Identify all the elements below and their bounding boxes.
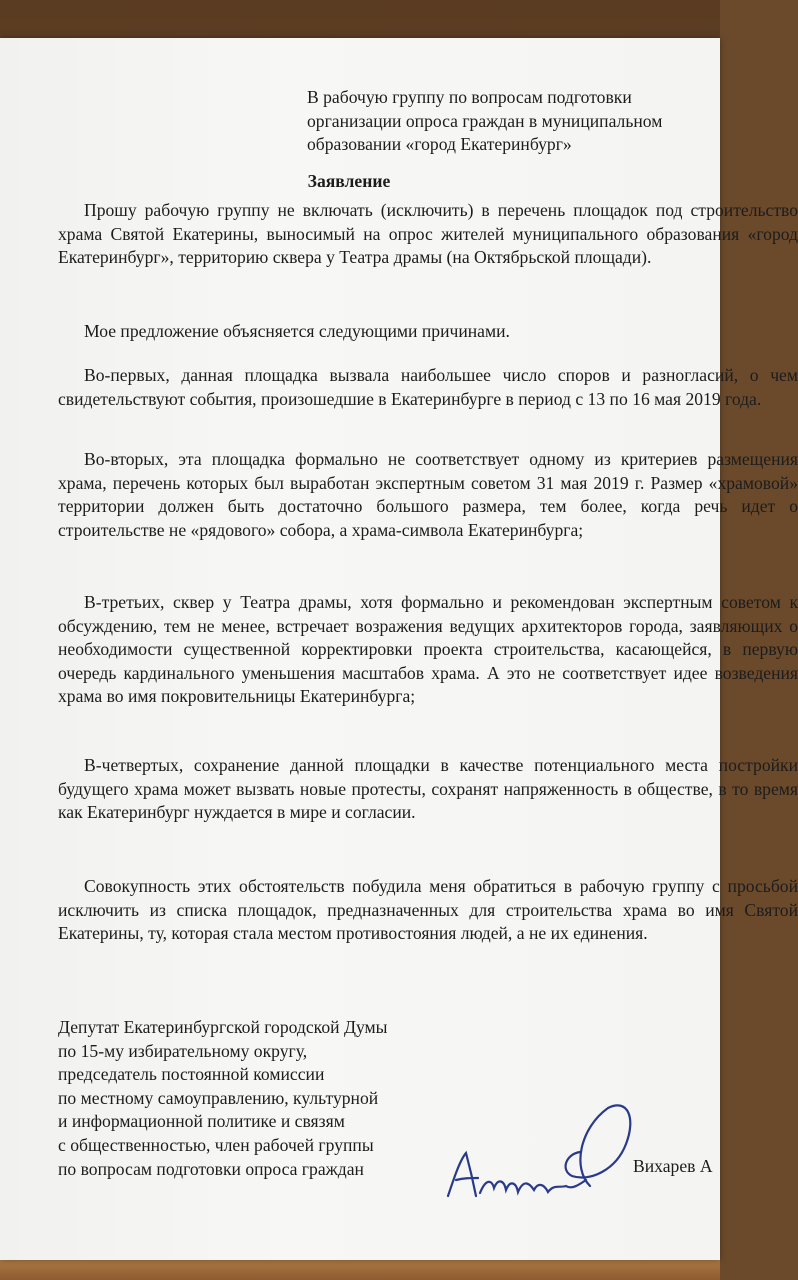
paragraph-first-reason: Во-первых, данная площадка вызвала наибольшее число споров и разногласий, о чем свидетельствуют события, произошедшие в Екатеринбурге в период с 13 по 16 мая 2019 года. xyxy=(58,365,798,409)
document-title: Заявление xyxy=(307,171,391,191)
addressee-block: В рабочую группу по вопросам подготовки организации опроса граждан в муниципальном образовании «город Екатеринбург» xyxy=(307,87,663,154)
signatory-title-block: Депутат Екатеринбургской городской Думы по 15-му избирательному округу, председатель постоянной комиссии по местному самоуправлению, культурной и информационной политике и связям с общественностью, член рабочей группы по вопросам подготовки опроса граждан xyxy=(58,1017,388,1179)
signatory-name: Вихарев А xyxy=(633,1156,713,1176)
paragraph-second-reason: Во-вторых, эта площадка формально не соответствует одному из критериев размещения храма, перечень которых был выработан экспертным советом 31 мая 2019 г. Размер «храмовой» территории должен быть достаточно большого размера, тем более, когда речь идет о строительстве не «рядового» собора, а храма-символа Екатеринбурга; xyxy=(58,449,798,540)
paragraph-fourth-reason: В-четвертых, сохранение данной площадки в качестве потенциального места постройки будущего храма может вызвать новые протесты, сохранят напряженность в обществе, в то время как Екатеринбург нуждается в мире и согласии. xyxy=(58,755,798,822)
paragraph-request: Прошу рабочую группу не включать (исключить) в перечень площадок под строительство храма Святой Екатерины, выносимый на опрос жителей муниципального образования «город Екатеринбург», территорию сквера у Театра драмы (на Октябрьской площади). xyxy=(58,200,798,267)
handwritten-signature xyxy=(440,1098,640,1208)
document-page xyxy=(0,38,798,1260)
paragraph-third-reason: В-третьих, сквер у Театра драмы, хотя формально и рекомендован экспертным советом к обсуждению, тем не менее, встречает возражения ведущих архитекторов города, заявляющих о необходимости существенной корректировки проекта строительства, касающейся, в первую очередь кардинального уменьшения масштабов храма. А это не соответствует идее возведения храма во имя покровительницы Екатеринбурга; xyxy=(58,592,798,706)
paragraph-conclusion: Совокупность этих обстоятельств побудила меня обратиться в рабочую группу с просьбой исключить из списка площадок, предназначенных для строительства храма во имя Святой Екатерины, ту, которая стала местом противостояния людей, а не их единения. xyxy=(58,876,798,943)
paragraph-intro: Мое предложение объясняется следующими причинами. xyxy=(84,321,510,341)
desk-edge xyxy=(0,1258,720,1280)
